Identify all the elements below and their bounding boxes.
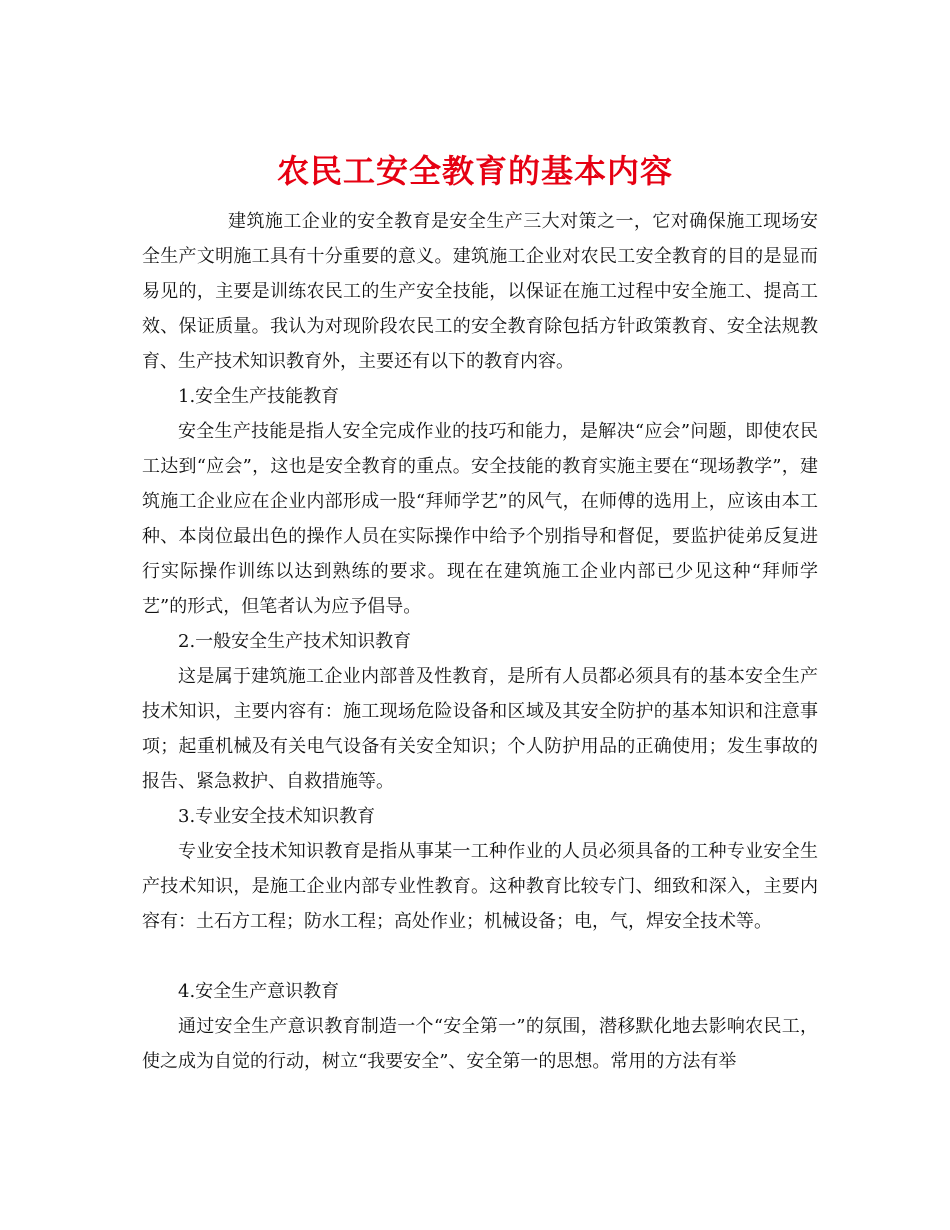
intro-paragraph: 建筑施工企业的安全教育是安全生产三大对策之一，它对确保施工现场安全生产文明施工具有十分重要的意义。建筑施工企业对农民工安全教育的目的是显而易见的，主要是训练农民工的生产安全技能，以保证在施工过程中安全施工、提高工效、保证质量。我认为对现阶段农民工的安全教育除包括方针政策教育、安全法规教育、生产技术知识教育外，主要还有以下的教育内容。 (142, 211, 818, 372)
section-heading-2: 2.一般安全生产技术知识教育 (178, 631, 412, 652)
section-paragraph-2: 这是属于建筑施工企业内部普及性教育，是所有人员都必须具有的基本安全生产技术知识，主要内容有：施工现场危险设备和区域及其安全防护的基本知识和注意事项；起重机械及有关电气设备有关安全知识；个人防护用品的正确使用；发生事故的报告、紧急救护、自救措施等。 (142, 666, 818, 792)
section-heading-4: 4.安全生产意识教育 (178, 981, 340, 1002)
document-title: 农民工安全教育的基本内容 (276, 152, 673, 191)
section-paragraph-1: 安全生产技能是指人安全完成作业的技巧和能力，是解决“应会”问题，即使农民工达到“应会”，这也是安全教育的重点。安全技能的教育实施主要在“现场教学”，建筑施工企业应在企业内部形成一股“拜师学艺”的风气，在师傅的选用上，应该由本工种、本岗位最出色的操作人员在实际操作中给予个别指导和督促，要监护徒弟反复进行实际操作训练以达到熟练的要求。现在在建筑施工企业内部已少见这种“拜师学艺”的形式，但笔者认为应予倡导。 (142, 421, 818, 617)
section-paragraph-4: 通过安全生产意识教育制造一个“安全第一”的氛围，潜移默化地去影响农民工，使之成为自觉的行动，树立“我要安全”、安全第一的思想。常用的方法有举 (142, 1016, 818, 1072)
section-heading-1: 1.安全生产技能教育 (178, 386, 340, 407)
section-paragraph-3: 专业安全技术知识教育是指从事某一工种作业的人员必须具备的工种专业安全生产技术知识，是施工企业内部专业性教育。这种教育比较专门、细致和深入，主要内容有：土石方工程；防水工程；高处作业；机械设备；电，气，焊安全技术等。 (142, 841, 818, 932)
section-heading-3: 3.专业安全技术知识教育 (178, 806, 376, 827)
document-body (142, 204, 818, 1079)
